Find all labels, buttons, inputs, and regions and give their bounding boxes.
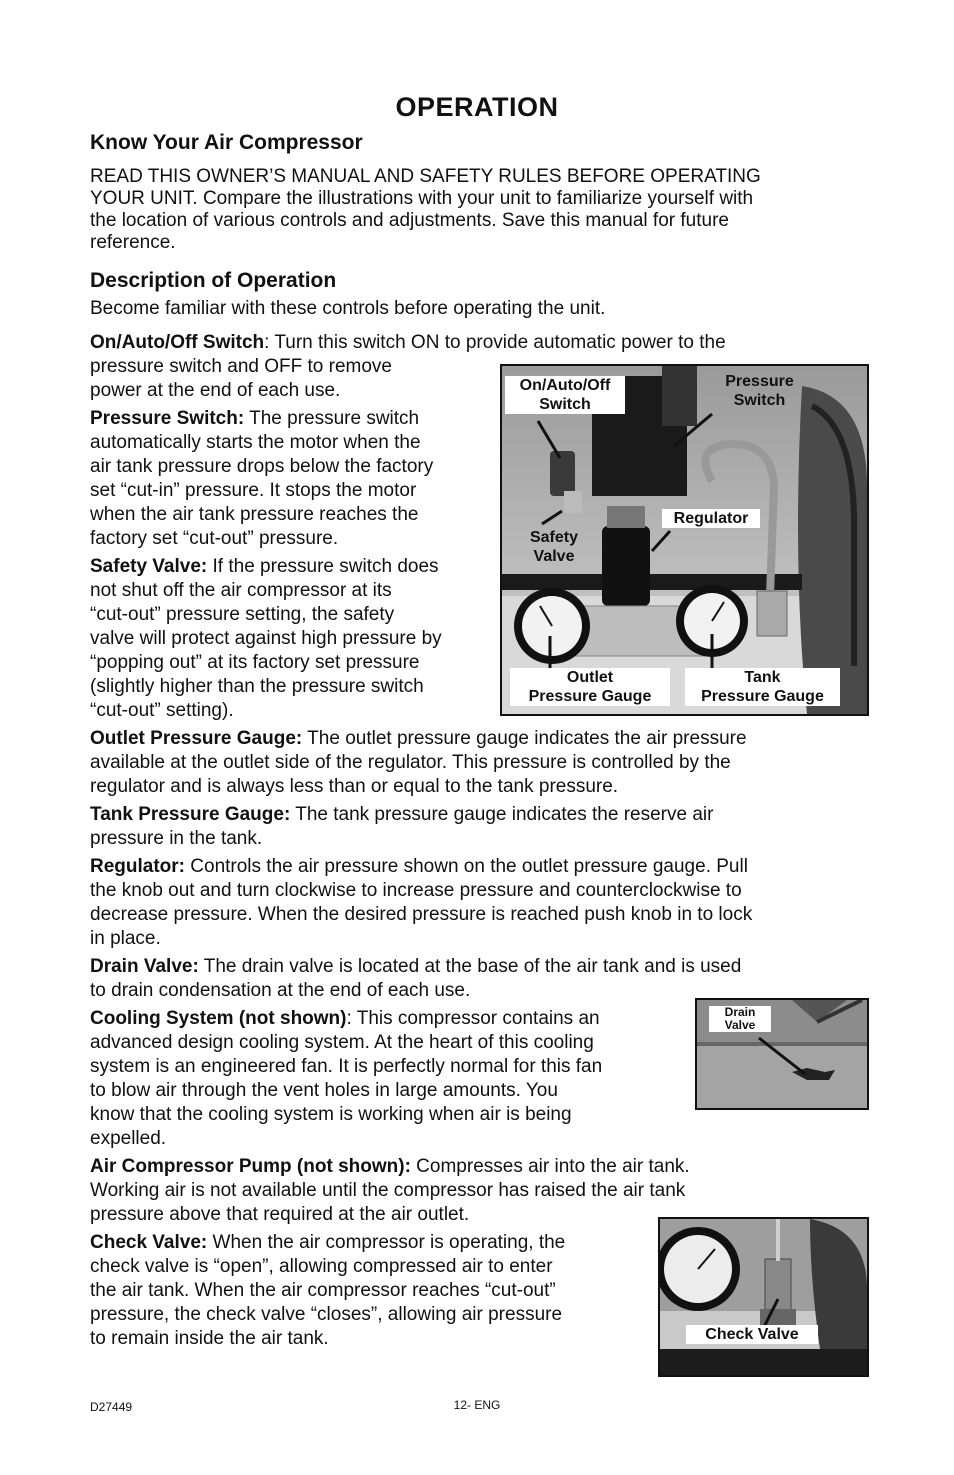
- text-span: The tank pressure gauge indicates the reserve air: [290, 804, 714, 825]
- check-valve-term: Check Valve:: [90, 1232, 208, 1253]
- text-line: valve will protect against high pressure by: [90, 628, 442, 649]
- regulator-term: Regulator:: [90, 856, 185, 877]
- text-line: set “cut-in” pressure. It stops the motor: [90, 480, 417, 501]
- label-line: Switch: [539, 396, 591, 413]
- tank-gauge-paragraph: [90, 803, 713, 827]
- drain-valve-paragraph: [90, 955, 741, 979]
- text-line: system is an engineered fan. It is perfectly normal for this fan: [90, 1056, 603, 1077]
- text-line: regulator and is always less than or equal to the tank pressure.: [90, 776, 619, 797]
- tank-gauge-term: Tank Pressure Gauge:: [90, 804, 291, 825]
- text-line: the location of various controls and adjustments. Save this manual for future: [90, 210, 729, 231]
- section-heading-know: Know Your Air Compressor: [90, 131, 363, 154]
- text-line: air tank pressure drops below the factory: [90, 456, 434, 477]
- text-span: : Turn this switch ON to provide automatic power to the: [264, 332, 726, 353]
- regulator-paragraph: [90, 855, 748, 879]
- outlet-gauge-term: Outlet Pressure Gauge:: [90, 728, 303, 749]
- text-line: know that the cooling system is working when air is being: [90, 1104, 572, 1125]
- outlet-gauge-paragraph: [90, 727, 747, 751]
- text-line: Working air is not available until the compressor has raised the air tank: [90, 1180, 686, 1201]
- onauto-term: On/Auto/Off Switch: [90, 332, 265, 353]
- text-span: If the pressure switch does: [207, 556, 439, 577]
- text-line: factory set “cut-out” pressure.: [90, 528, 339, 549]
- text-line: available at the outlet side of the regulator. This pressure is controlled by the: [90, 752, 731, 773]
- text-line: advanced design cooling system. At the heart of this cooling: [90, 1032, 594, 1053]
- label-line: Outlet: [566, 669, 614, 686]
- check-valve-illustration: [660, 1219, 867, 1375]
- drain-valve-term: Drain Valve:: [90, 956, 199, 977]
- pressure-switch-term: Pressure Switch:: [90, 408, 245, 429]
- text-line: (slightly higher than the pressure switch: [90, 676, 424, 697]
- text-line: to drain condensation at the end of each use.: [90, 980, 471, 1001]
- intro-text: Become familiar with these controls before operating the unit.: [90, 298, 606, 319]
- label-line: Pressure: [725, 373, 794, 390]
- onauto-paragraph: [90, 331, 726, 355]
- cooling-paragraph: [90, 1007, 600, 1031]
- document-id: D27449: [90, 1400, 133, 1414]
- label-line: On/Auto/Off: [519, 377, 611, 394]
- label-pressure-switch: [707, 372, 812, 410]
- pump-paragraph: [90, 1155, 690, 1179]
- safety-valve-paragraph: [90, 555, 439, 579]
- text-line: “cut-out” pressure setting, the safety: [90, 604, 395, 625]
- text-line: expelled.: [90, 1128, 167, 1149]
- text-line: automatically starts the motor when the: [90, 432, 421, 453]
- safety-valve-term: Safety Valve:: [90, 556, 208, 577]
- text-line: READ THIS OWNER’S MANUAL AND SAFETY RULES BEFORE OPERATING: [90, 166, 761, 187]
- text-line: decrease pressure. When the desired pressure is reached push knob in to lock: [90, 904, 753, 925]
- text-line: “popping out” at its factory set pressure: [90, 652, 420, 673]
- text-line: power at the end of each use.: [90, 380, 341, 401]
- label-safety-valve: [520, 528, 588, 566]
- label-check-valve: Check Valve: [686, 1325, 818, 1344]
- section-heading-description: Description of Operation: [90, 269, 337, 292]
- page-title: OPERATION: [395, 92, 559, 122]
- text-line: pressure, the check valve “closes”, allowing air pressure: [90, 1304, 563, 1325]
- pressure-switch-paragraph: [90, 407, 419, 431]
- drain-valve-photo: [695, 998, 869, 1110]
- check-valve-paragraph: [90, 1231, 565, 1255]
- label-line: Pressure Gauge: [701, 688, 824, 705]
- text-line: not shut off the air compressor at its: [90, 580, 392, 601]
- text-span: Controls the air pressure shown on the outlet pressure gauge. Pull: [185, 856, 748, 877]
- label-line: Safety: [529, 529, 579, 546]
- label-line: Valve: [533, 548, 575, 565]
- text-line: to remain inside the air tank.: [90, 1328, 329, 1349]
- text-line: to blow air through the vent holes in large amounts. You: [90, 1080, 558, 1101]
- text-line: check valve is “open”, allowing compressed air to enter: [90, 1256, 553, 1277]
- pump-term: Air Compressor Pump (not shown):: [90, 1156, 411, 1177]
- text-span: When the air compressor is operating, the: [207, 1232, 566, 1253]
- text-line: pressure above that required at the air outlet.: [90, 1204, 470, 1225]
- text-span: The pressure switch: [244, 408, 420, 429]
- label-line: Pressure Gauge: [528, 688, 652, 705]
- cooling-term: Cooling System (not shown): [90, 1008, 347, 1029]
- check-valve-photo: [658, 1217, 869, 1377]
- text-line: pressure in the tank.: [90, 828, 263, 849]
- text-span: : This compressor contains an: [346, 1008, 600, 1029]
- label-line: Valve: [724, 1018, 756, 1032]
- text-line: the air tank. When the air compressor reaches “cut-out”: [90, 1280, 556, 1301]
- text-line: when the air tank pressure reaches the: [90, 504, 419, 525]
- text-line: the knob out and turn clockwise to increase pressure and counterclockwise to: [90, 880, 742, 901]
- label-drain-valve: [709, 1006, 771, 1032]
- text-line: in place.: [90, 928, 161, 949]
- text-line: reference.: [90, 232, 176, 253]
- text-line: “cut-out” setting).: [90, 700, 234, 721]
- label-regulator: Regulator: [662, 509, 760, 528]
- text-span: Compresses air into the air tank.: [410, 1156, 690, 1177]
- label-onauto: [505, 376, 625, 414]
- compressor-controls-photo: [500, 364, 869, 716]
- text-span: The outlet pressure gauge indicates the air pressure: [302, 728, 747, 749]
- text-span: The drain valve is located at the base of the air tank and is used: [198, 956, 742, 977]
- label-line: Drain: [724, 1005, 756, 1019]
- page-number: 12- ENG: [453, 1398, 501, 1412]
- label-outlet-gauge: [510, 668, 670, 706]
- text-line: pressure switch and OFF to remove: [90, 356, 392, 377]
- text-line: YOUR UNIT. Compare the illustrations with your unit to familiarize yourself with: [90, 188, 754, 209]
- label-tank-gauge: [685, 668, 840, 706]
- label-line: Tank: [744, 669, 781, 686]
- label-line: Switch: [733, 392, 786, 409]
